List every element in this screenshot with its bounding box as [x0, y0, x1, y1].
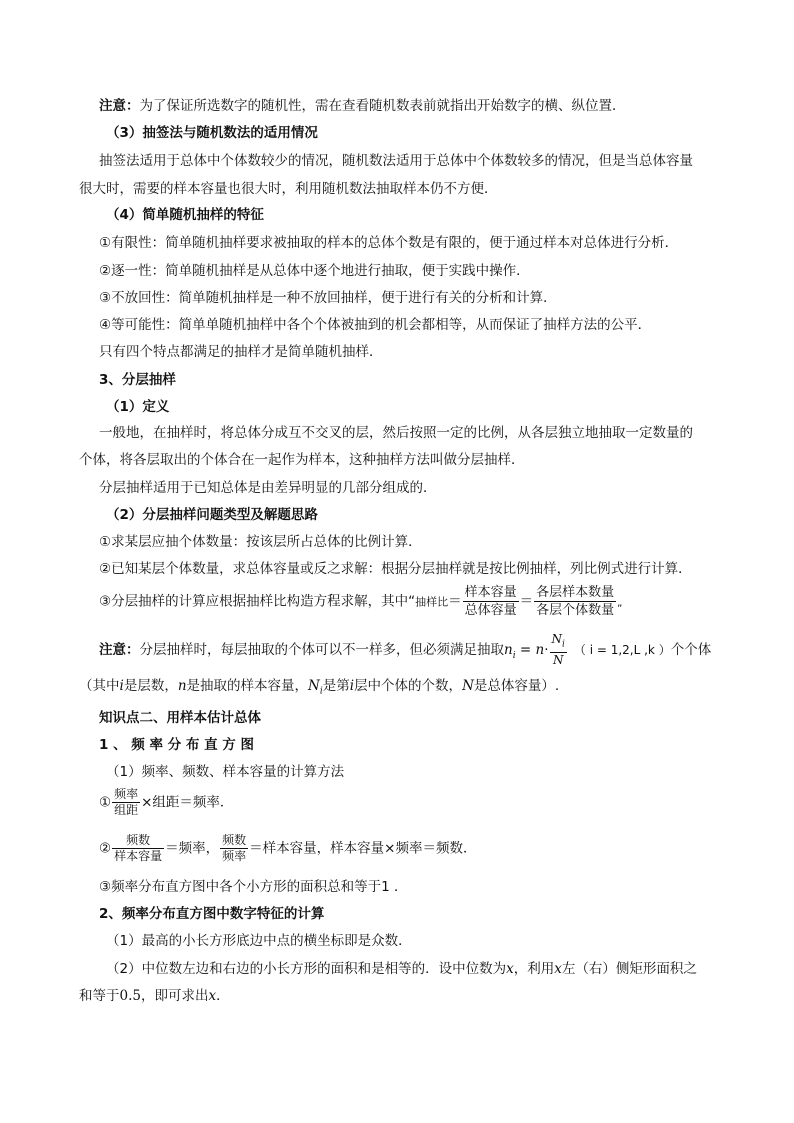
fraction-count-over-sample-size: $\frac{\text{频数}}{\text{样本容量}}$ — [114, 833, 163, 863]
paragraph-line: （2）中位数左边和右边的小长方形的面积和是相等的．设中位数为x，利用x左（右）侧矩形面积之 — [106, 961, 697, 977]
problem-type-item: ②已知某层个体数量，求总体容量或反之求解：根据分层抽样就是按比例抽样，列比例式进行计算． — [99, 561, 692, 577]
paragraph-line: 只有四个特点都满足的抽样才是简单随机抽样． — [99, 344, 383, 360]
fraction-stratum-sample-over-stratum-size: $\frac{\text{各层样本数量}}{\text{各层个体数量}}$ — [536, 585, 615, 618]
paragraph-line: 分层抽样适用于已知总体是由差异明显的几部分组成的． — [99, 480, 437, 496]
fraction-frequency-over-interval: $\frac{\text{频率}}{\text{组距}}$ — [114, 787, 139, 817]
section-heading-knowledge-point-2: 知识点二、用样本估计总体 — [99, 710, 261, 726]
feature-item: ②逐一性：简单随机抽样是从总体中逐个地进行抽取，便于实践中操作． — [99, 263, 530, 279]
subheading-calculation: （1）频率、频数、样本容量的计算方法 — [106, 764, 345, 780]
section-heading-numeric-features: 2、频率分布直方图中数字特征的计算 — [99, 906, 325, 922]
note-variable-definitions: （其中i是层数，n是抽取的样本容量，$N_i$是第i层中个体的个数，N是总体容量）. — [79, 678, 560, 697]
paragraph-line: 一般地，在抽样时，将总体分成互不交叉的层，然后按照一定的比例，从各层独立地抽取一定数量的 — [99, 425, 693, 441]
feature-item: ③不放回性：简单随机抽样是一种不放回抽样，便于进行有关的分析和计算． — [99, 290, 557, 306]
note-label: 注意： — [99, 642, 140, 659]
paragraph-line: 很大时，需要的样本容量也很大时，利用随机数法抽取样本仍不方便． — [79, 181, 498, 197]
feature-item: ①有限性：简单随机抽样要求被抽取的样本的总体个数是有限的，便于通过样本对总体进行分析． — [99, 235, 679, 251]
paragraph-line: 和等于0.5，即可求出x． — [79, 988, 230, 1004]
fraction-ni-over-n: $\frac{N_i}{N}$ — [551, 632, 565, 668]
note-random-table: 注意：为了保证所选数字的随机性，需在查看随机数表前就指出开始数字的横、纵位置． — [99, 98, 626, 114]
section-heading-stratified: 3、分层抽样 — [99, 372, 176, 388]
subheading-problem-types: （2）分层抽样问题类型及解题思路 — [106, 507, 318, 523]
fraction-count-over-frequency: $\frac{\text{频数}}{\text{频率}}$ — [222, 833, 247, 863]
fraction-sample-over-population: $\frac{\text{样本容量}}{\text{总体容量}}$ — [464, 585, 517, 618]
paragraph-line: （1）最高的小长方形底边中点的横坐标即是众数． — [106, 933, 412, 949]
sampling-ratio-formula-line: ③分层抽样的计算应根据抽样比构造方程求解，其中“抽样比＝ $\frac{\text{样本容量}}{\text{总体容量}}$ ＝ $\frac{\text{各层样本数量}}{\text{各层个体数量}}$ $_”$ — [99, 585, 623, 618]
formula-frequency: ① $\frac{\text{频率}}{\text{组距}}$ ×组距＝频率． — [99, 787, 234, 817]
subheading-definition: （1）定义 — [106, 399, 170, 415]
paragraph-line: 抽签法适用于总体中个体数较少的情况，随机数法适用于总体中个体数较多的情况，但是当总体容量 — [99, 153, 693, 169]
note-stratified-formula: 注意：分层抽样时，每层抽取的个体可以不一样多，但必须满足抽取$n_i = n\cdot$ $\frac{N_i}{N}$ （ i = 1,2,L ,k ）个个体 — [99, 632, 712, 668]
formula-area-sum: ③频率分布直方图中各个小方形的面积总和等于1 ． — [99, 879, 408, 895]
section-heading-histogram: 1 、 频 率 分 布 直 方 图 — [99, 737, 254, 753]
paragraph-line: 个体，将各层取出的个体合在一起作为样本，这种抽样方法叫做分层抽样． — [79, 452, 525, 468]
feature-item: ④等可能性：简单单随机抽样中各个个体被抽到的机会都相等，从而保证了抽样方法的公平． — [99, 317, 652, 333]
subheading-applicability: （3）抽签法与随机数法的适用情况 — [106, 125, 318, 141]
subheading-features: （4）简单随机抽样的特征 — [106, 207, 264, 223]
note-label: 注意： — [99, 98, 140, 114]
problem-type-item: ①求某层应抽个体数量：按该层所占总体的比例计算． — [99, 534, 422, 550]
formula-sample-size: ② $\frac{\text{频数}}{\text{样本容量}}$ ＝频率， $\frac{\text{频数}}{\text{频率}}$ ＝样本容量，样本容量×频率＝频数． — [99, 833, 477, 863]
